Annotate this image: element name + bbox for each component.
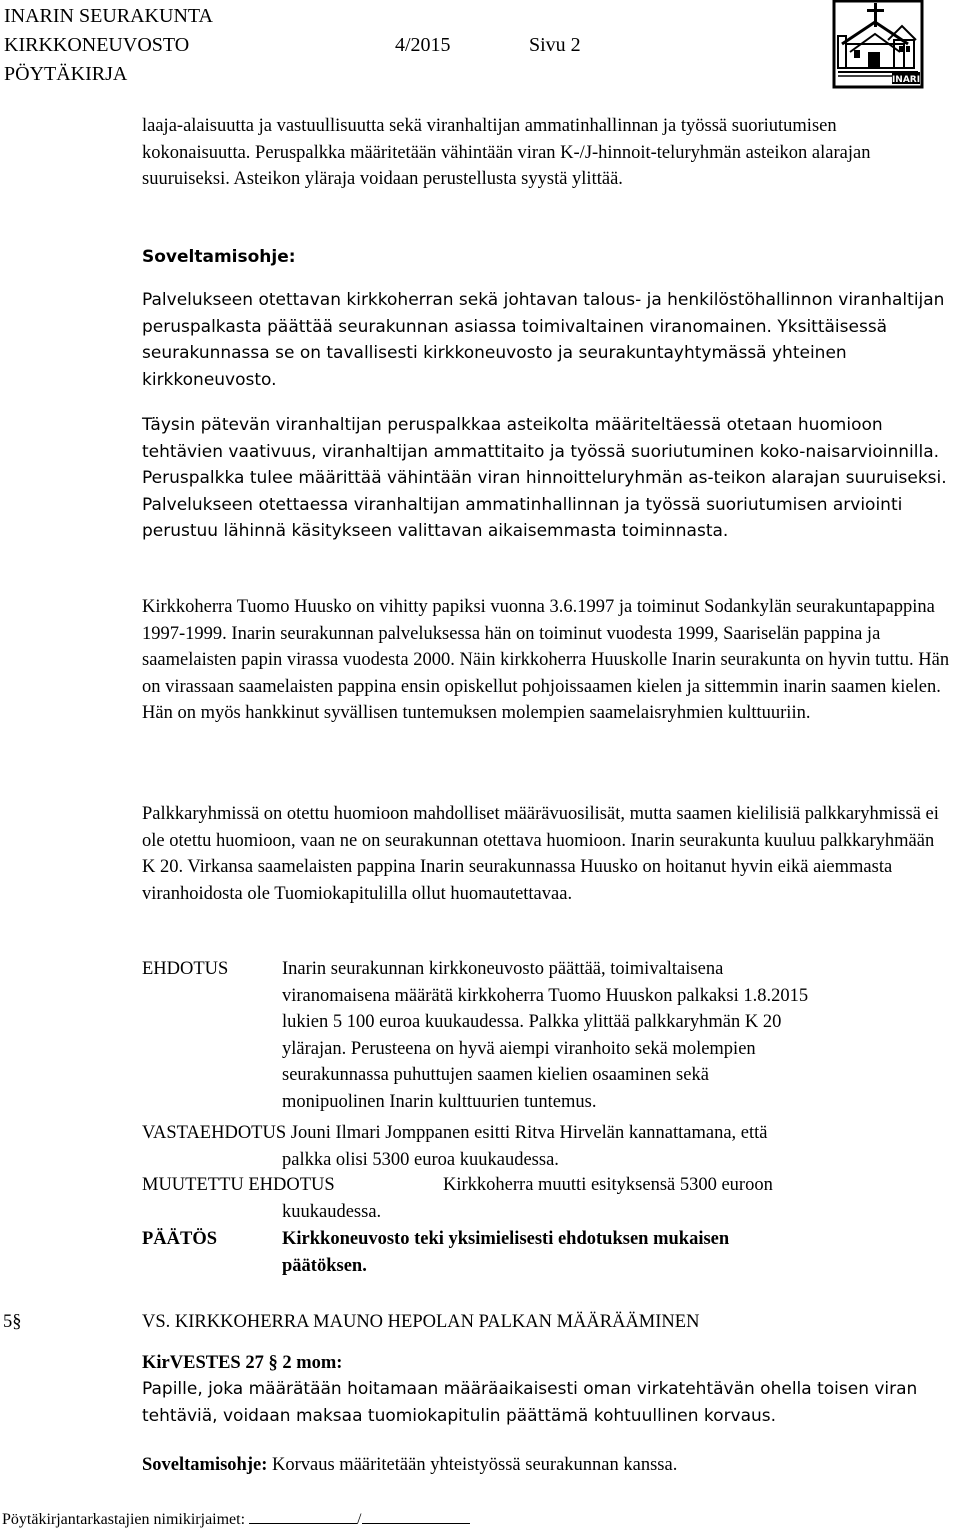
reference-section-sign: §	[268, 1353, 278, 1373]
header-issue: 4/2015	[395, 34, 451, 56]
paragraph-4: Kirkkoherra Tuomo Huusko on vihitty papiksi vuonna 3.6.1997 ja toiminut Sodankylän seurakuntapappina 1997-1999. Inarin seurakunnan palveluksessa hän on toiminut vuodesta 1999, Saariselän pappina ja saamelaisten papin virassa vuodesta 2000. Näin kirkkoherra Huuskolle Inarin seurakunta on hyvin tuttu. Hän on virassaan saamelaisten pappina ensin opiskellut pohjoissaamen kielen ja sittemmin inarin saamen kielen. Hän on myös hankkinut syvällisen tuntemuksen molempien saamelaisryhmien kulttuuriin.	[142, 597, 950, 723]
ehdotus-line: Inarin seurakunnan kirkkoneuvosto päättää, toimivaltaisena	[282, 959, 724, 979]
paragraph-5: Palkkaryhmissä on otettu huomioon mahdolliset määrävuosilisät, mutta saamen kielilisiä palkkaryhmissä ei ole otettu huomioon, vaan ne on seurakunnan otettava huomioon. Inarin seurakunta kuuluu palkkaryhmään K 20. Virkansa saamelaisten pappina Inarin seurakunnassa Huusko on hoitanut hyvin eikä aiemmasta viranhoidosta ole Tuomiokapitulilla ollut huomautettavaa.	[142, 804, 939, 904]
header-doc-type: PÖYTÄKIRJA	[4, 63, 128, 85]
ehdotus-line: monipuolinen Inarin kulttuurien tuntemus.	[282, 1091, 597, 1112]
section-soveltamisohje	[142, 1452, 677, 1479]
paatos-line-2: päätöksen.	[282, 1256, 367, 1276]
section-number-value: 5	[3, 1312, 13, 1332]
reference-moment: 2 mom:	[282, 1353, 343, 1373]
section-number	[3, 1309, 22, 1336]
section-reference	[142, 1350, 342, 1377]
ehdotus-line: seurakunnassa puhuttujen saamen kielien osaaminen sekä	[282, 1065, 709, 1085]
header-org: INARIN SEURAKUNTA	[4, 5, 213, 27]
muutettu-ehdotus-line-2: kuukaudessa.	[282, 1202, 382, 1222]
header-page: Sivu 2	[529, 34, 581, 56]
footer-initials-line-1	[249, 1509, 357, 1524]
ehdotus-label: EHDOTUS	[142, 959, 229, 979]
paatos-line-1: Kirkkoneuvosto teki yksimielisesti ehdotuksen mukaisen	[282, 1229, 730, 1249]
section-title: VS. KIRKKOHERRA MAUNO HEPOLAN PALKAN MÄÄRÄÄMINEN	[142, 1312, 700, 1332]
footer-separator: /	[357, 1511, 362, 1528]
footer	[2, 1508, 470, 1532]
vastaehdotus-line-1: VASTAEHDOTUS Jouni Ilmari Jomppanen esitti Ritva Hirvelän kannattamana, että	[142, 1123, 768, 1143]
parish-logo	[832, 0, 926, 92]
vastaehdotus-line-2: palkka olisi 5300 euroa kuukaudessa.	[282, 1150, 559, 1170]
soveltamisohje-heading: Soveltamisohje:	[142, 247, 296, 267]
paragraph-1: laaja-alaisuutta ja vastuullisuutta sekä viranhaltijan ammatinhallinnan ja työssä suoriutumisen kokonaisuutta. Peruspalkka määritetään vähintään viran K-/J-hinnoit-teluryhmän asteikon alarajan suuruiseksi. Asteikon yläraja voidaan perustellusta syystä ylittää.	[142, 116, 871, 189]
section-soveltamisohje-text: Korvaus määritetään yhteistyössä seurakunnan kanssa.	[272, 1455, 678, 1475]
paragraph-3: Täysin pätevän viranhaltijan peruspalkkaa asteikolta määriteltäessä otetaan huomioon tehtävien vaativuus, viranhaltijan ammattitaito ja työssä suoriutuminen koko-naisarvioinnilla. Peruspalkka tulee määrittää vähintään viran hinnoitteluryhmän as-teikon alarajan suuruiseksi. Palvelukseen otettaessa viranhaltijan ammatinhallinnan ja työssä suoriutumisen arviointi perustuu lähinnä käsitykseen valittavan aikaisemmasta toiminnasta.	[142, 415, 947, 541]
logo-text: INARI	[891, 75, 921, 85]
section-soveltamisohje-label: Soveltamisohje:	[142, 1455, 268, 1475]
footer-initials-line-2	[362, 1509, 470, 1524]
muutettu-ehdotus-label: MUUTETTU EHDOTUS	[142, 1175, 335, 1195]
ehdotus-line: viranomaisena määrätä kirkkoherra Tuomo Huuskon palkaksi 1.8.2015	[282, 985, 809, 1006]
ehdotus-line: lukien 5 100 euroa kuukaudessa. Palkka ylittää palkkaryhmän K 20	[282, 1012, 782, 1032]
section-sign: §	[12, 1312, 22, 1332]
header-body-name: KIRKKONEUVOSTO	[4, 34, 190, 56]
ehdotus-line: ylärajan. Perusteena on hyvä aiempi viranhoito sekä molempien	[282, 1038, 756, 1059]
paragraph-2: Palvelukseen otettavan kirkkoherran sekä johtavan talous- ja henkilöstöhallinnon viranhaltijan peruspalkasta päättää seurakunnan asiassa toimivaltainen viranomainen. Yksittäisessä seurakunnassa se on tavallisesti kirkkoneuvosto ja seurakuntayhtymässä yhteinen kirkkoneuvosto.	[142, 290, 945, 390]
muutettu-ehdotus-line-1: Kirkkoherra muutti esityksensä 5300 euroon	[443, 1175, 773, 1195]
reference-name: KirVESTES 27	[142, 1353, 264, 1373]
footer-label: Pöytäkirjantarkastajien nimikirjaimet:	[2, 1511, 246, 1528]
section-text: Papille, joka määrätään hoitamaan määräaikaisesti oman virkatehtävän ohella toisen viran tehtäviä, voidaan maksaa tuomiokapitulin päättämä kohtuullinen korvaus.	[142, 1379, 918, 1426]
ehdotus-text	[282, 956, 942, 1115]
paatos-label: PÄÄTÖS	[142, 1229, 218, 1249]
